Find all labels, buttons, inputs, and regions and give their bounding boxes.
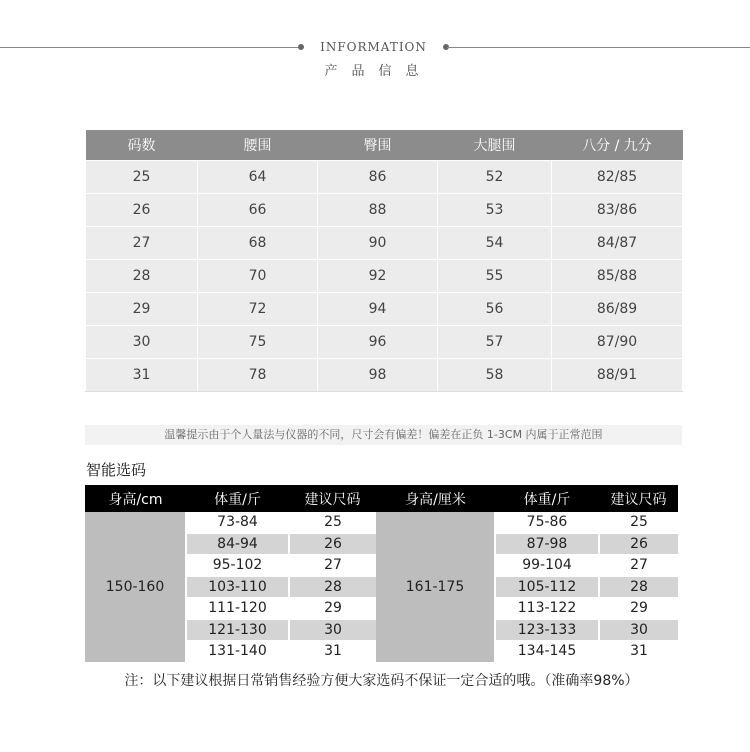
table-cell: 30 <box>599 619 678 641</box>
table-cell: 29 <box>86 293 198 326</box>
height-group-2: 161-175 <box>376 512 495 662</box>
table-cell: 29 <box>289 598 376 620</box>
table-cell: 96 <box>318 326 438 359</box>
table-cell: 28 <box>86 260 198 293</box>
header-subtitle: 产品信息 <box>324 64 433 79</box>
table-cell: 131-140 <box>186 641 289 663</box>
col-header-size: 码数 <box>86 130 198 161</box>
table-row <box>86 293 683 326</box>
table-cell: 26 <box>289 533 376 555</box>
table-cell: 86/89 <box>552 293 683 326</box>
table-cell: 29 <box>599 598 678 620</box>
table-cell: 31 <box>86 359 198 392</box>
col-header-thigh: 大腿围 <box>438 130 552 161</box>
table-cell: 31 <box>599 641 678 663</box>
table-cell: 25 <box>86 161 198 194</box>
table-cell: 53 <box>438 194 552 227</box>
col-header-waist: 腰围 <box>198 130 318 161</box>
col-header-height-cm: 身高/cm <box>85 485 186 512</box>
col-header-weight: 体重/斤 <box>186 485 289 512</box>
table-cell: 56 <box>438 293 552 326</box>
table-cell: 31 <box>289 641 376 663</box>
table-cell: 105-112 <box>495 576 599 598</box>
table-cell: 88/91 <box>552 359 683 392</box>
table-cell: 68 <box>198 227 318 260</box>
table-row <box>85 512 678 533</box>
table-cell: 90 <box>318 227 438 260</box>
table-cell: 66 <box>198 194 318 227</box>
table-cell: 121-130 <box>186 619 289 641</box>
table-cell: 58 <box>438 359 552 392</box>
table-cell: 75-86 <box>495 512 599 533</box>
table-cell: 54 <box>438 227 552 260</box>
table-row <box>86 161 683 194</box>
table-cell: 123-133 <box>495 619 599 641</box>
measurement-notice: 温馨提示由于个人量法与仪器的不同，尺寸会有偏差！偏差在正负 1-3CM 内属于正常范围 <box>85 425 682 445</box>
table-cell: 86 <box>318 161 438 194</box>
table-cell: 25 <box>599 512 678 533</box>
table-cell: 87-98 <box>495 533 599 555</box>
table-cell: 111-120 <box>186 598 289 620</box>
table-row <box>86 227 683 260</box>
header-title: INFORMATION <box>320 40 427 54</box>
col-header-length: 八分 / 九分 <box>552 130 683 161</box>
table-cell: 27 <box>289 555 376 577</box>
table-cell: 73-84 <box>186 512 289 533</box>
table-cell: 26 <box>599 533 678 555</box>
header-divider-right <box>447 47 750 48</box>
table-cell: 94 <box>318 293 438 326</box>
table-cell: 78 <box>198 359 318 392</box>
smart-size-title: 智能选码 <box>86 461 147 479</box>
col-header-weight-2: 体重/斤 <box>495 485 599 512</box>
table-cell: 55 <box>438 260 552 293</box>
table-row <box>86 194 683 227</box>
smart-header-row <box>85 485 678 512</box>
table-cell: 30 <box>289 619 376 641</box>
table-cell: 99-104 <box>495 555 599 577</box>
col-header-hip: 臀围 <box>318 130 438 161</box>
header-divider-left <box>0 47 300 48</box>
table-cell: 64 <box>198 161 318 194</box>
table-cell: 103-110 <box>186 576 289 598</box>
table-cell: 30 <box>86 326 198 359</box>
table-cell: 87/90 <box>552 326 683 359</box>
table-cell: 27 <box>86 227 198 260</box>
table-cell: 70 <box>198 260 318 293</box>
table-cell: 113-122 <box>495 598 599 620</box>
table-cell: 28 <box>289 576 376 598</box>
table-row <box>86 326 683 359</box>
table-cell: 134-145 <box>495 641 599 663</box>
table-cell: 84-94 <box>186 533 289 555</box>
col-header-recommended-size: 建议尺码 <box>289 485 376 512</box>
table-cell: 57 <box>438 326 552 359</box>
col-header-height-cm-2: 身高/厘米 <box>376 485 495 512</box>
table-cell: 88 <box>318 194 438 227</box>
table-cell: 98 <box>318 359 438 392</box>
col-header-recommended-size-2: 建议尺码 <box>599 485 678 512</box>
size-table <box>85 130 683 392</box>
table-cell: 83/86 <box>552 194 683 227</box>
footer-note: 注：以下建议根据日常销售经验方便大家选码不保证一定合适的哦。（准确率98%） <box>124 673 639 689</box>
table-cell: 82/85 <box>552 161 683 194</box>
table-row <box>86 359 683 392</box>
smart-size-table <box>85 485 678 663</box>
size-table-header-row <box>86 130 683 161</box>
table-cell: 92 <box>318 260 438 293</box>
table-cell: 85/88 <box>552 260 683 293</box>
table-cell: 27 <box>599 555 678 577</box>
table-cell: 26 <box>86 194 198 227</box>
table-row <box>86 260 683 293</box>
table-cell: 52 <box>438 161 552 194</box>
table-cell: 28 <box>599 576 678 598</box>
table-cell: 75 <box>198 326 318 359</box>
table-cell: 84/87 <box>552 227 683 260</box>
table-cell: 25 <box>289 512 376 533</box>
height-group-1: 150-160 <box>85 512 186 662</box>
table-cell: 95-102 <box>186 555 289 577</box>
table-cell: 72 <box>198 293 318 326</box>
